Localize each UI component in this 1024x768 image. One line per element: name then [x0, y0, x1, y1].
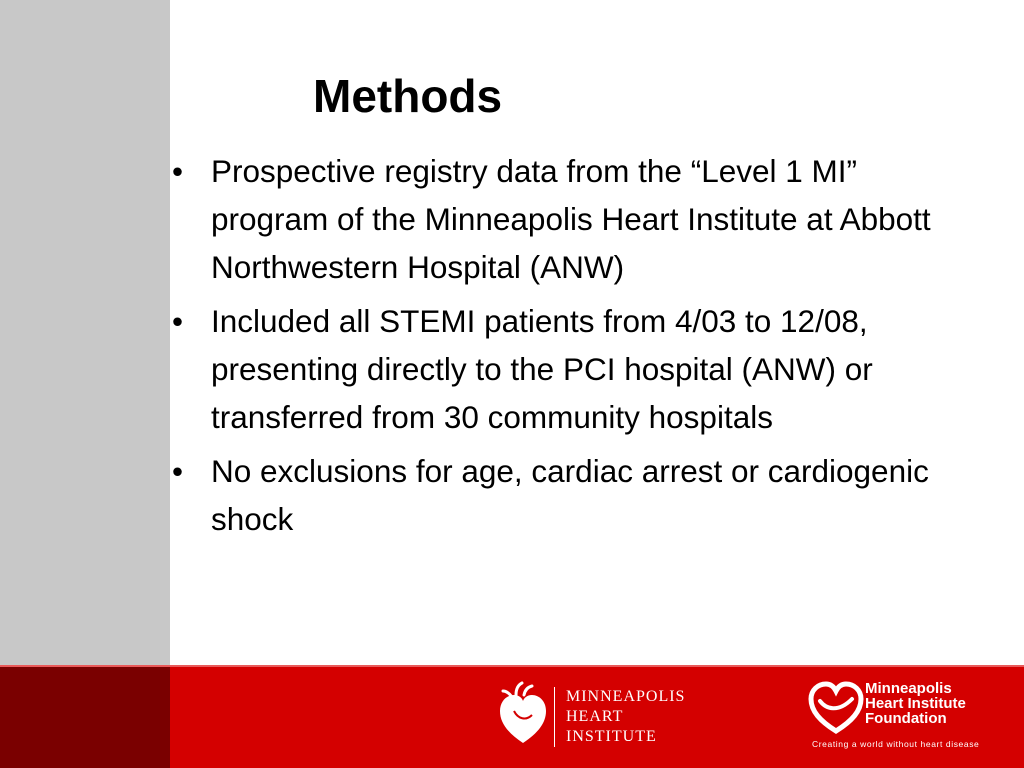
mhif-logo-text: [865, 681, 966, 726]
mhi-line2: HEART: [566, 708, 624, 725]
bullet-marker: •: [172, 303, 184, 339]
footer-divider-line: [0, 665, 1024, 667]
bullet-item: [168, 297, 968, 441]
mhif-logo: [808, 679, 1018, 759]
logo-divider: [554, 687, 555, 747]
footer-dark-block: [0, 665, 170, 768]
bullet-marker: •: [172, 453, 184, 489]
heart-icon: [498, 681, 548, 753]
mhif-line1: Minneapolis: [865, 680, 952, 697]
bullet-text: No exclusions for age, cardiac arrest or cardiogenic shock: [211, 453, 929, 537]
bullet-item: [168, 447, 968, 543]
mhi-logo-text: [566, 687, 685, 747]
bullet-item: [168, 147, 968, 291]
mhif-tagline: Creating a world without heart disease: [812, 739, 980, 749]
slide-title: Methods: [313, 70, 503, 122]
side-bar: [0, 0, 170, 665]
bullet-marker: •: [172, 153, 184, 189]
heart-swirl-icon: [808, 679, 864, 737]
mhi-line1: MINNEAPOLIS: [566, 688, 686, 705]
footer-bar: [0, 665, 1024, 768]
bullet-list: [168, 147, 968, 549]
bullet-text: Included all STEMI patients from 4/03 to 12/08, presenting directly to the PCI hospital (ANW) or transferred from 30 community hospitals: [211, 303, 873, 435]
mhif-line2: Heart Institute: [865, 695, 966, 712]
mhif-line3: Foundation: [865, 710, 947, 727]
mhi-logo: [498, 681, 698, 753]
bullet-text: Prospective registry data from the “Level 1 MI” program of the Minneapolis Heart Institute at Abbott Northwestern Hospital (ANW): [211, 153, 931, 285]
mhi-line3: INSTITUTE: [566, 728, 657, 745]
